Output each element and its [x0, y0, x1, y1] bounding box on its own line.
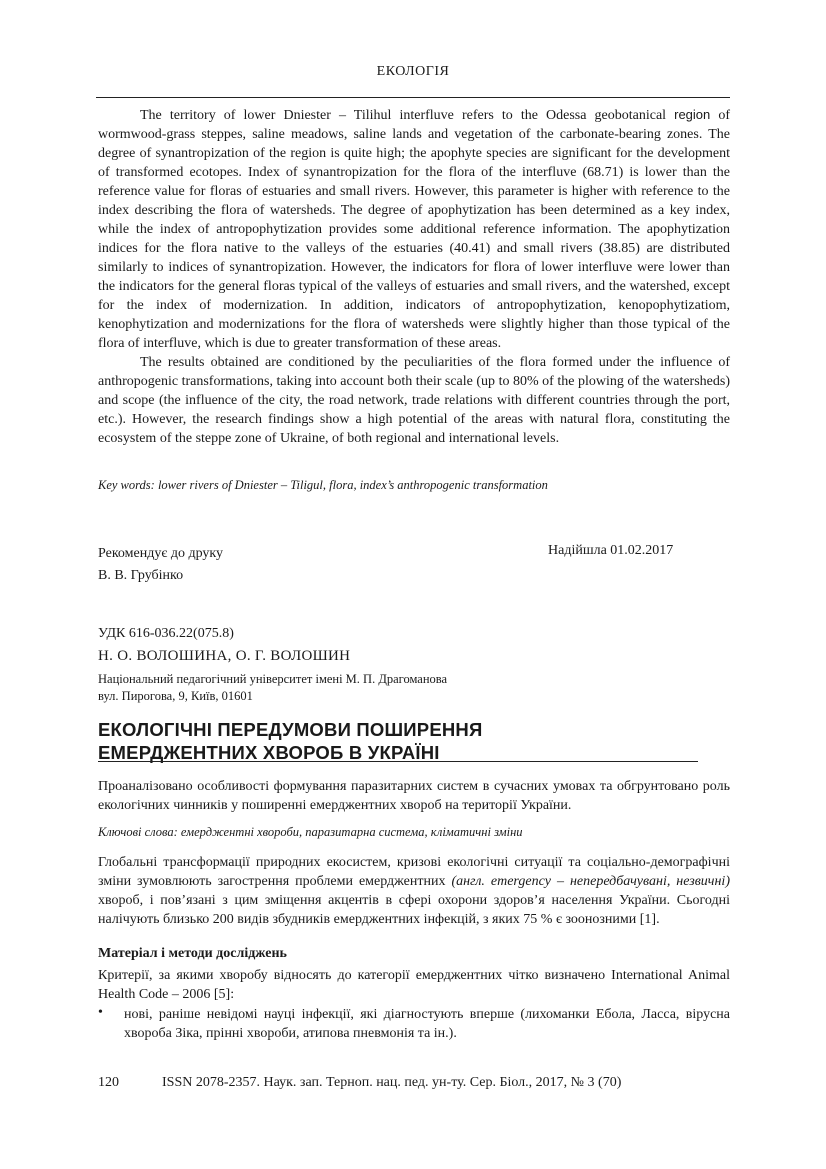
ukrainian-abstract: Проаналізовано особливості формування паразитарних систем в сучасних умовах та обгрунтовано роль екологічних чинників у поширенні емерджентних хвороб на території України.	[98, 779, 730, 813]
affiliation	[98, 671, 447, 705]
received-date: Надійшла 01.02.2017	[548, 543, 674, 558]
article-title-line-1: ЕКОЛОГІЧНІ ПЕРЕДУМОВИ ПОШИРЕННЯ	[98, 719, 483, 740]
abstract-paragraph-2: The results obtained are conditioned by the peculiarities of the flora formed under the influence of anthropogenic transformations, taking into account both their scale (up to 80% of the plowing of the watersheds) and scope (the influence of the city, the road network, trade relations with different countries through the port, etc.). However, the research findings show a high potential of the areas with natural flora, constituting the ecosystem of the steppe zone of Ukraine, of both regional and international levels.	[98, 355, 730, 446]
english-abstract	[98, 105, 730, 448]
journal-citation: ISSN 2078-2357. Наук. зап. Терноп. нац. пед. ун-ту. Сер. Біол., 2017, № 3 (70)	[162, 1075, 622, 1090]
intro-paragraph	[98, 853, 730, 929]
authors: Н. О. ВОЛОШИНА, О. Г. ВОЛОШИН	[98, 648, 351, 664]
recommendation-block	[98, 543, 223, 587]
title-rule	[98, 761, 698, 762]
section-heading: Матеріал і методи досліджень	[98, 946, 287, 961]
bullet-marker: •	[98, 1005, 103, 1020]
running-header: ЕКОЛОГІЯ	[376, 64, 450, 79]
affiliation-institution: Національний педагогічний університет імені М. П. Драгоманова	[98, 672, 448, 686]
abstract-text-region: region	[674, 107, 711, 122]
page-number: 120	[98, 1075, 119, 1090]
affiliation-address: вул. Пирогова, 9, Київ, 01601	[98, 689, 253, 703]
abstract-text-cont: of wormwood-grass steppes, saline meadows, saline lands and vegetation of the carbonate-bearing zones. The degree of synantropization of the region is quite high; the apophyte species are significant for the development of transformed ecotopes. Index of synantropization for the flora of the interfluve (68.71) is lower than the reference value for floras of estuaries and small rivers. However, this parameter is higher with reference to the index describing the flora of watersheds. The degree of apophytization has been determined as a key index, while the index of antropophytization provides some additional reference information. The apophytization indices for the flora native to the valleys of the estuaries (40.41) and small rivers (38.85) are distributed similarly to indices of synantropization. However, the indicators for flora of lower interfluve were lower than the indicators for the general floras typical of the valleys of estuaries and small rivers, and the watershed, except for the index of modernization. In addition, indicators of antropophytization, kenopophytizatiom, kenophytization and modernizations for the flora of watersheds were slightly higher than those typical of the flora of interfluve, which is due to greater transformation of these areas.	[98, 108, 730, 351]
article-title	[98, 718, 698, 764]
list-item: нові, раніше невідомі науці інфекції, які діагностують вперше (лихоманки Ебола, Ласса, вірусна хвороба Зіка, прінні хвороби, атипова пневмонія та ін.).	[124, 1007, 730, 1041]
abstract-text: The territory of lower Dniester – Tilihul interfluve refers to the Odessa geobotanical	[140, 108, 675, 123]
recommendation-label: Рекомендує до друку	[98, 546, 224, 561]
recommendation-person: В. В. Грубінко	[98, 568, 184, 583]
intro-text-italic: (англ. emergency – непередбачувані, незвичні)	[451, 874, 730, 889]
intro-text-cont: хвороб, і пов’язані з цим зміщення акцентів в сфері охорони здоров’я населення України. Сьогодні налічують близько 200 видів збудників емерджентних інфекцій, з яких 75 % є зоонозними [1].	[98, 893, 730, 927]
english-keywords: Key words: lower rivers of Dniester – Tiligul, flora, index’s anthropogenic transformation	[98, 478, 548, 492]
criteria-paragraph: Критерії, за якими хворобу відносять до категорії емерджентних чітко визначено International Animal Health Code – 2006 [5]:	[98, 968, 730, 1002]
udc-code: УДК 616-036.22(075.8)	[98, 626, 234, 641]
abstract-paragraph-1	[98, 105, 730, 353]
article-title-line-2: ЕМЕРДЖЕНТНИХ ХВОРОБ В УКРАЇНІ	[98, 742, 440, 763]
ukrainian-keywords: Ключові слова: емерджентні хвороби, паразитарна система, кліматичні зміни	[98, 825, 523, 839]
intro-text: Глобальні трансформації природних екосистем, кризові екологічні ситуації та соціально-демографічні зміни зумовлюють загострення проблеми емерджентних	[98, 855, 730, 889]
header-rule	[96, 97, 730, 98]
